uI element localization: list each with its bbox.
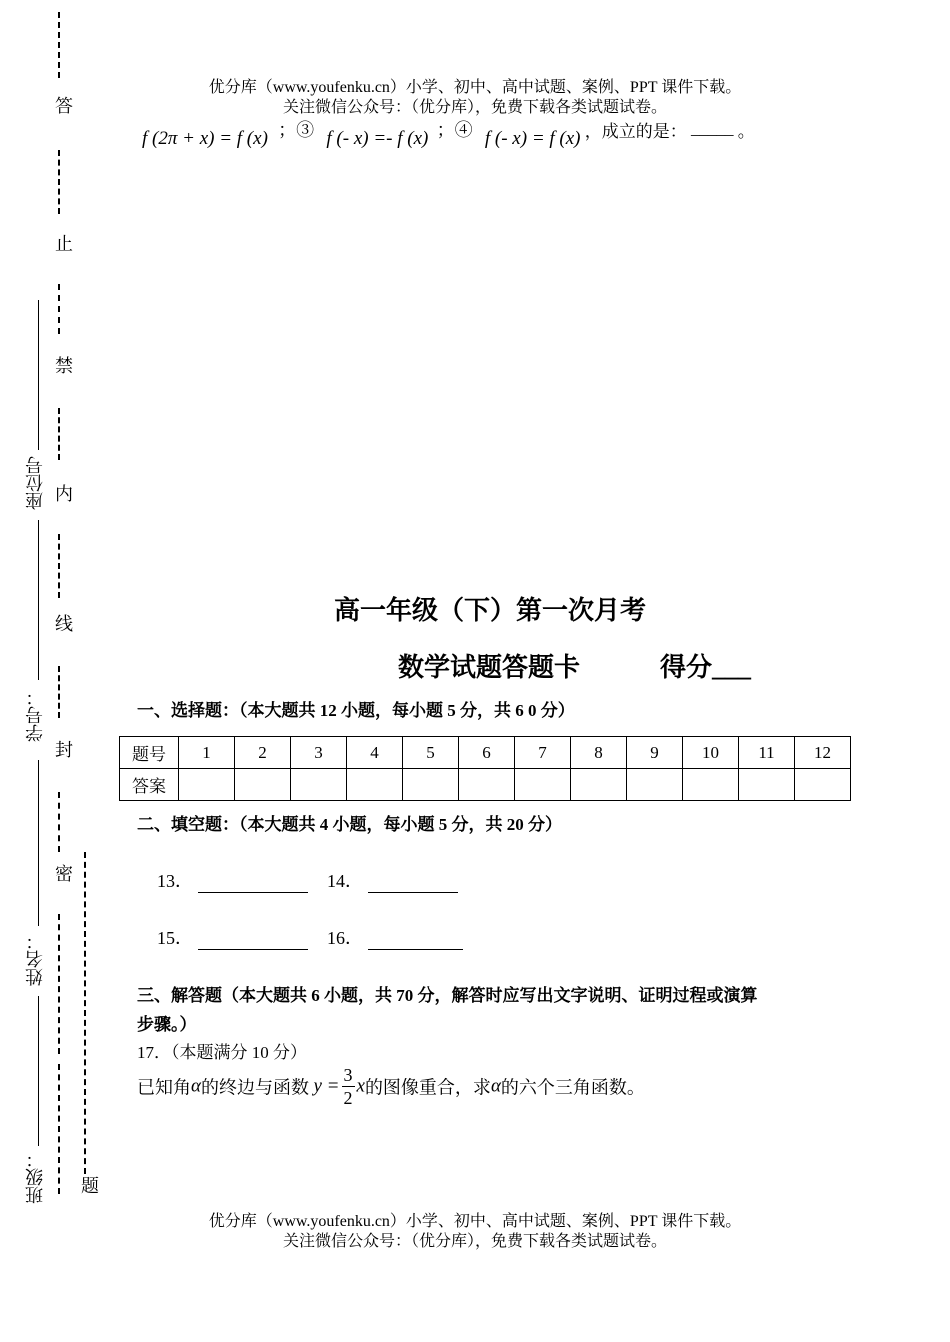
header-line-1: 优分库（www.youfenku.cn）小学、初中、高中试题、案例、PPT 课件下载。 [208, 79, 742, 96]
seal-dash-line [58, 408, 60, 460]
question-top-end: 。 [737, 121, 755, 141]
question-number: 8 [571, 737, 627, 769]
seal-dash-line [58, 666, 60, 718]
separator-2: ；④ [436, 120, 473, 140]
alpha-symbol: α [191, 1075, 201, 1097]
q17-text-d: 的六个三角函数。 [500, 1077, 645, 1098]
equation-4: f (- x) = f (x) [484, 128, 581, 149]
q17-text-c: 的图像重合，求 [364, 1077, 491, 1098]
function-lhs: y = [313, 1075, 340, 1097]
student-id-label: 学号： [25, 688, 45, 742]
class-label: 班级： [25, 1150, 45, 1204]
table-row-numbers [120, 737, 851, 769]
question-top-math [142, 119, 755, 152]
row-header-number: 题号 [120, 737, 179, 769]
section-2-heading: 二、填空题：（本大题共 4 小题，每小题 5 分，共 20 分） [137, 815, 562, 834]
footer-line-1: 优分库（www.youfenku.cn）小学、初中、高中试题、案例、PPT 课件下载。 [208, 1213, 742, 1230]
answer-cell[interactable] [347, 769, 403, 801]
question-number: 7 [515, 737, 571, 769]
table-row-answers [120, 769, 851, 801]
header-line-2: 关注微信公众号：（优分库），免费下载各类试题试卷。 [282, 99, 667, 116]
seal-char-nei: 内 [53, 484, 73, 502]
equation-3: f (- x) =- f (x) [326, 128, 429, 149]
seal-dash-line [58, 284, 60, 334]
fraction-denominator: 2 [343, 1088, 353, 1108]
separator-1: ；③ [278, 120, 315, 140]
answer-sheet-title: 数学试题答题卡 [398, 653, 581, 682]
answer-cell[interactable] [235, 769, 291, 801]
seal-char-mi: 密 [53, 864, 73, 882]
question-number: 1 [179, 737, 235, 769]
fraction [342, 1064, 355, 1109]
field-line [38, 300, 39, 450]
answer-cell[interactable] [739, 769, 795, 801]
seal-dash-line-inner [84, 852, 86, 1174]
name-label: 姓名： [25, 932, 45, 986]
question-number: 4 [347, 737, 403, 769]
answer-line-13[interactable] [198, 874, 308, 893]
seal-dash-line [58, 12, 60, 78]
q17-text-b: 的终边与函数 [200, 1077, 309, 1098]
answer-blank-top: _____ [691, 119, 734, 138]
q17-text-a: 已知角 [137, 1077, 191, 1098]
answer-cell[interactable] [459, 769, 515, 801]
answer-cell[interactable] [683, 769, 739, 801]
question-number: 10 [683, 737, 739, 769]
score-field: 得分___ [660, 653, 752, 682]
seal-dash-line [58, 914, 60, 1054]
fill-blank-15 [157, 924, 308, 950]
fill-label-15: 15． [157, 928, 193, 948]
field-line [38, 996, 39, 1146]
exam-title: 高一年级（下）第一次月考 [333, 596, 646, 625]
question-top-suffix: ，成立的是： [584, 121, 687, 141]
seal-char-jin: 禁 [53, 356, 73, 374]
answer-cell[interactable] [571, 769, 627, 801]
seal-dash-line [58, 534, 60, 598]
answer-table [119, 736, 851, 801]
seat-number-label: 座位号 [25, 456, 45, 510]
fill-blank-13 [157, 867, 308, 893]
fill-label-14: 14． [327, 871, 363, 891]
equation-1: f (2π + x) = f (x) [142, 128, 268, 149]
answer-cell[interactable] [179, 769, 235, 801]
section-1-heading: 一、选择题：（本大题共 12 小题，每小题 5 分，共 6 0 分） [137, 701, 575, 720]
function-var: x [356, 1075, 365, 1097]
section-3-heading-line-1: 三、解答题（本大题共 6 小题，共 70 分，解答时应写出文字说明、证明过程或演算 [137, 986, 758, 1005]
question-number: 5 [403, 737, 459, 769]
seal-dash-line [58, 792, 60, 852]
section-3-heading-line-2: 步骤。） [137, 1015, 197, 1034]
question-number: 12 [795, 737, 851, 769]
answer-line-15[interactable] [198, 931, 308, 950]
answer-cell[interactable] [795, 769, 851, 801]
answer-line-14[interactable] [368, 874, 458, 893]
question-number: 9 [627, 737, 683, 769]
answer-line-16[interactable] [368, 931, 463, 950]
answer-cell[interactable] [403, 769, 459, 801]
alpha-symbol: α [490, 1075, 501, 1097]
fraction-numerator: 3 [343, 1065, 353, 1085]
question-number: 2 [235, 737, 291, 769]
question-number: 3 [291, 737, 347, 769]
seal-char-xian: 线 [53, 614, 73, 632]
fill-label-16: 16． [327, 928, 363, 948]
seal-char-feng: 封 [53, 740, 73, 758]
seal-dash-line [58, 1064, 60, 1194]
question-17-title: 17．（本题满分 10 分） [137, 1043, 307, 1062]
seal-dash-line [58, 150, 60, 214]
row-header-answer: 答案 [120, 769, 179, 801]
fill-blank-16 [327, 924, 463, 950]
field-line [38, 760, 39, 926]
answer-cell[interactable] [515, 769, 571, 801]
seal-char-da: 答 [53, 96, 73, 114]
fill-blank-14 [327, 867, 458, 893]
question-17-text [137, 1064, 645, 1120]
seal-char-ti: 题 [79, 1176, 99, 1194]
footer-line-2: 关注微信公众号：（优分库），免费下载各类试题试卷。 [282, 1233, 667, 1250]
question-number: 6 [459, 737, 515, 769]
answer-cell[interactable] [627, 769, 683, 801]
seal-char-zhi: 止 [53, 234, 73, 252]
fill-label-13: 13． [157, 871, 193, 891]
question-number: 11 [739, 737, 795, 769]
answer-cell[interactable] [291, 769, 347, 801]
